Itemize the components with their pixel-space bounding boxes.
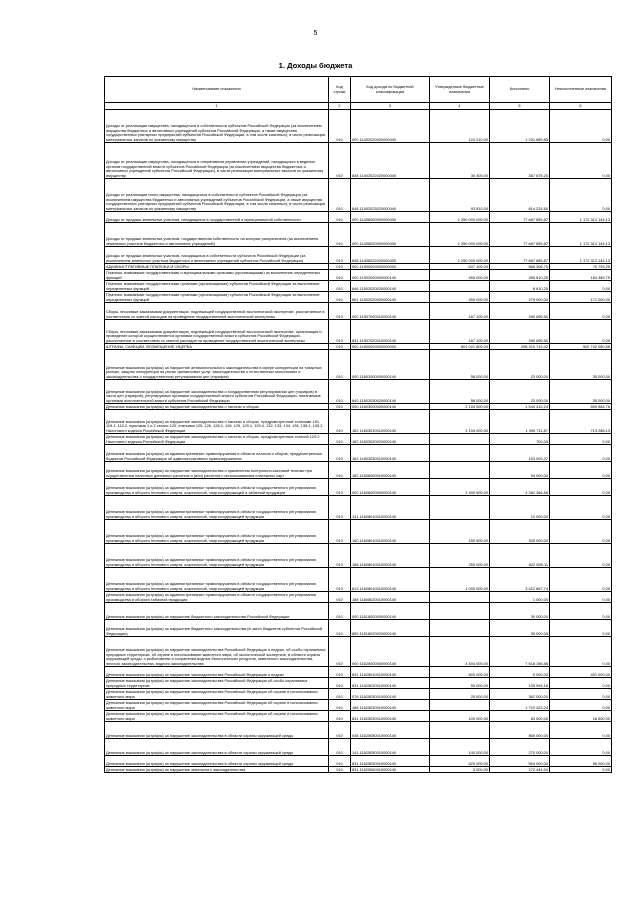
row-name: Доходы от продажи земельных участков, находящихся в собственности субъектов Российской Федерации (за исключением земельных участков бюджетных и автономных учреждений субъектов Российской Федерации) xyxy=(105,247,329,264)
row-approved: 1 000 000,00 xyxy=(430,568,490,592)
row-executed: 700,00 xyxy=(490,434,550,445)
row-income-code: 000 11502000000000140 xyxy=(351,270,430,281)
row-income-code: 831 11625030010000140 xyxy=(351,711,430,722)
table-row xyxy=(105,110,612,143)
table-row xyxy=(105,520,612,544)
row-remaining: 0,00 xyxy=(550,678,612,689)
row-name: Денежные взыскания (штрафы) за нарушение законодательства о применении контрольно-кассовой техники при осуществлении наличных денежных расчетов и (или) расчетов с использованием платежных карт xyxy=(105,462,329,479)
row-remaining: 0,00 xyxy=(550,496,612,520)
row-line-code: 010 xyxy=(329,756,351,767)
table-row xyxy=(105,380,612,404)
table-row xyxy=(105,496,612,520)
row-income-code: 859 11618020020000140 xyxy=(351,620,430,637)
row-name: Денежные взыскания (штрафы) за нарушение законодательства Российской Федерации о недрах, об особо охраняемых природных территориях, об охране и использовании животного мира, об экологической экспертизе, в области охраны окружающей среды, о рыболовстве и сохранении водных биологических ресурсов, земельного законодательства, лесного законодательства, водного законодательства xyxy=(105,637,329,667)
table-row xyxy=(105,568,612,592)
row-name: АДМИНИСТРАТИВНЫЕ ПЛАТЕЖИ И СБОРЫ xyxy=(105,264,329,270)
row-executed: 77 687 855,87 xyxy=(490,247,550,264)
row-name: Платежи, взимаемые государственными и муниципальными органами (организациями) за выполнение определенных функций xyxy=(105,270,329,281)
table-row xyxy=(105,292,612,303)
row-income-code: 831 11625050010000140 xyxy=(351,756,430,767)
row-income-code: 000 11602000000000140 xyxy=(351,350,430,380)
table-row xyxy=(105,434,612,445)
header-indicator-name: Наименование показателя xyxy=(105,77,329,103)
column-number: 4 xyxy=(430,103,490,110)
row-income-code: 000 11507000010000140 xyxy=(351,303,430,320)
row-line-code: 010 xyxy=(329,434,351,445)
row-line-code: 010 xyxy=(329,445,351,462)
row-name: Денежные взыскания (штрафы) за административные правонарушения в области государственного регулирования производства и оборота этилового спирта, алкогольной, спиртосодержащей продукции xyxy=(105,568,329,592)
table-row xyxy=(105,344,612,350)
row-name: Денежные взыскания (штрафы) за нарушение законодательства в области охраны окружающей среды xyxy=(105,756,329,767)
row-approved: 1 250 000 000,00 xyxy=(430,223,490,247)
row-line-code: 010 xyxy=(329,520,351,544)
row-executed: 285 610,25 xyxy=(490,270,550,281)
row-income-code: 831 11625020010000140 xyxy=(351,678,430,689)
table-row xyxy=(105,179,612,212)
row-income-code: 831 11507020010000140 xyxy=(351,320,430,344)
row-remaining: 35 000,00 xyxy=(550,350,612,380)
table-row xyxy=(105,767,612,773)
row-name: Денежные взыскания (штрафы) за административные правонарушения в области государственного регулирования производства и оборота этилового спирта, алкогольной, спиртосодержащей продукции xyxy=(105,496,329,520)
row-remaining: 0,00 xyxy=(550,603,612,620)
row-name: Денежные взыскания (штрафы) за нарушение законодательства в области охраны окружающей среды xyxy=(105,722,329,739)
row-income-code: 188 11608010010000140 xyxy=(351,544,430,568)
row-remaining: 0,00 xyxy=(550,179,612,212)
row-income-code: 160 11608010010000140 xyxy=(351,520,430,544)
row-remaining: 0,00 xyxy=(550,303,612,320)
row-executed: 4 381 366,85 xyxy=(490,479,550,496)
row-remaining: 0,00 xyxy=(550,620,612,637)
row-executed: 9 000,00 xyxy=(490,667,550,678)
row-approved: 25 000,00 xyxy=(430,689,490,700)
row-income-code: 048 11625050010000140 xyxy=(351,722,430,739)
row-line-code: 010 xyxy=(329,264,351,270)
row-executed: 54 000,00 xyxy=(490,462,550,479)
row-remaining: 164 389,75 xyxy=(550,270,612,281)
table-row xyxy=(105,303,612,320)
row-income-code: 076 11625030010000140 xyxy=(351,689,430,700)
table-column-number-row xyxy=(105,103,612,110)
table-row xyxy=(105,592,612,603)
row-executed: 30 000,00 xyxy=(490,620,550,637)
row-approved: 450 000,00 xyxy=(430,292,490,303)
row-executed: 10 000,00 xyxy=(490,496,550,520)
row-name: Доходы от реализации имущества, находящегося в оперативном управлении учреждений, находящихся в ведении органов государственной власти субъектов Российской Федерации (за исключением имущества бюджетных и автономных учреждений субъектов Российской Федерации), в части реализации материальных запасов по указанному имуществу xyxy=(105,143,329,179)
row-remaining: 0,00 xyxy=(550,767,612,773)
row-remaining: 1 172 312 144,13 xyxy=(550,247,612,264)
row-line-code: 010 xyxy=(329,462,351,479)
row-line-code: 010 xyxy=(329,404,351,410)
row-executed: 1 201 889,85 xyxy=(490,110,550,143)
row-remaining: 502 702 080,58 xyxy=(550,344,612,350)
row-line-code: 010 xyxy=(329,568,351,592)
row-remaining: 491 000,00 xyxy=(550,667,612,678)
table-row xyxy=(105,404,612,410)
row-line-code: 010 xyxy=(329,496,351,520)
row-executed: 172 444,00 xyxy=(490,767,550,773)
row-income-code: 848 11402022020000440 xyxy=(351,143,430,179)
row-approved xyxy=(430,434,490,445)
row-line-code: 010 xyxy=(329,637,351,667)
row-income-code: 182 11603010010000140 xyxy=(351,410,430,434)
row-executed: 6 610,25 xyxy=(490,281,550,292)
row-line-code: 010 xyxy=(329,592,351,603)
header-remaining: Неисполненные назначения xyxy=(550,77,612,103)
row-approved: 801 021 600,00 xyxy=(430,344,490,350)
row-line-code: 010 xyxy=(329,110,351,143)
row-income-code: 182 11603020020000140 xyxy=(351,434,430,445)
row-approved: 1 250 000 000,00 xyxy=(430,212,490,223)
row-name: Денежные взыскания (штрафы) за нарушение законодательства о налогах и сборах, предусмотренные статьями 116, 119.1, 119.2, пунктами 1 и 2 статьи 120, статьями 125, 126, 126.1, 128, 129, 129.1, 129.4, 132, 133, 134, 135, 135.1, 135.2 Налогового кодекса Российской Федерации xyxy=(105,410,329,434)
row-name: Денежные взыскания (штрафы) за нарушение антимонопольного законодательства в сфере конкуренции на товарных рынках, защиты конкуренции на рынке финансовых услуг, законодательства о естественных монополиях и законодательства о государственном регулировании цен (тарифов) xyxy=(105,350,329,380)
row-name: Денежные взыскания (штрафы) за нарушение законодательства о государственном регулировании цен (тарифов) в части цен (тарифов), регулируемых органами государственной власти субъектов Российской Федерации, налагаемые органами исполнительной власти субъектов Российской Федерации xyxy=(105,380,329,404)
row-line-code: 010 xyxy=(329,620,351,637)
row-line-code: 010 xyxy=(329,223,351,247)
row-approved: 4 504 000,00 xyxy=(430,637,490,667)
row-name: Денежные взыскания (штрафы) за нарушение земельного законодательства xyxy=(105,767,329,773)
row-income-code: 000 11603000000000140 xyxy=(351,404,430,410)
row-name: Денежные взыскания (штрафы) за административные правонарушения в области налогов и сборов, предусмотренные Кодексом Российской Федерации об административных правонарушениях xyxy=(105,445,329,462)
row-line-code: 010 xyxy=(329,270,351,281)
row-income-code: 000 11500000000000000 xyxy=(351,264,430,270)
row-income-code: 141 11608010010000140 xyxy=(351,496,430,520)
row-name: Денежные взыскания (штрафы) за нарушение бюджетного законодательства (в части бюджетов субъектов Российской Федерации) xyxy=(105,620,329,637)
row-executed: 362 000,00 xyxy=(490,689,550,700)
row-name: Денежные взыскания (штрафы) за нарушение законодательства Российской Федерации об особо охраняемых природных территориях xyxy=(105,678,329,689)
row-executed: 814 224,60 xyxy=(490,179,550,212)
row-line-code: 010 xyxy=(329,479,351,496)
header-income-code: Код дохода по бюджетной классификации xyxy=(351,77,430,103)
header-approved: Утвержденные бюджетные назначения xyxy=(430,77,490,103)
row-income-code: 848 11402023020000440 xyxy=(351,179,430,212)
row-line-code: 010 xyxy=(329,179,351,212)
row-name: Платежи, взимаемые государственными органами (организациями) субъектов Российской Федерации за выполнение определенных функций xyxy=(105,292,329,303)
row-approved xyxy=(430,620,490,637)
row-remaining: 0,00 xyxy=(550,544,612,568)
row-approved: 30 400,00 xyxy=(430,143,490,179)
table-row xyxy=(105,544,612,568)
table-header-row xyxy=(105,77,612,103)
row-approved: 1 409 900,00 xyxy=(430,479,490,496)
row-remaining: 0,00 xyxy=(550,739,612,756)
row-approved: 50 000,00 xyxy=(430,678,490,689)
header-executed: Исполнено xyxy=(490,77,550,103)
row-remaining: 70 793,25 xyxy=(550,264,612,270)
row-name: Сборы, вносимые заказчиками документации, подлежащей государственной экологической экспертизе, организация и проведение которой осуществляются органами государственной власти субъектов Российской Федерации, рассчитанные в соответствии со сметой расходов на проведение государственной экологической экспертизы xyxy=(105,320,329,344)
row-approved: 250 000,00 xyxy=(430,544,490,568)
row-line-code: 010 xyxy=(329,292,351,303)
row-line-code: 010 xyxy=(329,603,351,620)
row-income-code: 846 11502020020000140 xyxy=(351,281,430,292)
row-approved: 93 810,00 xyxy=(430,179,490,212)
row-line-code: 010 xyxy=(329,247,351,264)
row-name: Доходы от продажи земельных участков, государственная собственность на которые разграничена (за исключением земельных участков бюджетных и автономных учреждений) xyxy=(105,223,329,247)
row-income-code: 831 11625010010000140 xyxy=(351,667,430,678)
row-executed: 1 000,00 xyxy=(490,592,550,603)
row-line-code: 010 xyxy=(329,281,351,292)
row-name: Денежные взыскания (штрафы) за нарушение законодательства Российской Федерации о недрах xyxy=(105,667,329,678)
row-executed: 23 000,00 xyxy=(490,350,550,380)
row-name: Денежные взыскания (штрафы) за административные правонарушения в области государственного регулирования производства и оборота этилового спирта, алкогольной, спиртосодержащей продукции xyxy=(105,544,329,568)
row-line-code: 010 xyxy=(329,212,351,223)
row-line-code: 010 xyxy=(329,711,351,722)
row-name: Доходы от продажи земельных участков, находящихся в государственной и муниципальной собственности xyxy=(105,212,329,223)
row-remaining: 35 000,00 xyxy=(550,380,612,404)
row-executed: 7 618 156,86 xyxy=(490,637,550,667)
row-line-code: 010 xyxy=(329,678,351,689)
row-approved: 2 104 000,00 xyxy=(430,410,490,434)
table-row xyxy=(105,667,612,678)
row-remaining: 559 584,76 xyxy=(550,404,612,410)
row-executed: 279 000,00 xyxy=(490,292,550,303)
row-executed: 335 000,00 xyxy=(490,520,550,544)
row-executed: 135 994,18 xyxy=(490,678,550,689)
row-approved xyxy=(430,445,490,462)
row-remaining: 713 288,13 xyxy=(550,410,612,434)
row-executed: 83 500,00 xyxy=(490,711,550,722)
row-name: Денежные взыскания (штрафы) за нарушение законодательства Российской Федерации об охране и использовании животного мира xyxy=(105,711,329,722)
row-income-code: 182 11606000010000140 xyxy=(351,462,430,479)
row-remaining: 1 172 312 144,13 xyxy=(550,223,612,247)
table-row xyxy=(105,143,612,179)
row-remaining: 0,00 xyxy=(550,445,612,462)
table-row xyxy=(105,603,612,620)
row-remaining: 0,00 xyxy=(550,520,612,544)
row-approved: 187 100,00 xyxy=(430,320,490,344)
row-line-code: 010 xyxy=(329,544,351,568)
row-executed: 23 000,00 xyxy=(490,380,550,404)
table-row xyxy=(105,320,612,344)
row-income-code: 861 11502020020000140 xyxy=(351,292,430,303)
row-income-code: 000 11406020000000430 xyxy=(351,223,430,247)
row-income-code: 000 11402020020000440 xyxy=(351,110,430,143)
row-name: ШТРАФЫ, САНКЦИИ, ВОЗМЕЩЕНИЕ УЩЕРБА xyxy=(105,344,329,350)
row-line-code: 010 xyxy=(329,303,351,320)
column-number: 6 xyxy=(550,103,612,110)
row-name: Денежные взыскания (штрафы) за нарушение законодательства в области охраны окружающей среды xyxy=(105,739,329,756)
row-executed: 1 390 711,87 xyxy=(490,410,550,434)
table-row xyxy=(105,722,612,739)
row-line-code: 010 xyxy=(329,350,351,380)
table-row xyxy=(105,711,612,722)
row-approved: 3 000,00 xyxy=(430,767,490,773)
row-line-code: 010 xyxy=(329,143,351,179)
row-line-code: 010 xyxy=(329,700,351,711)
row-line-code: 010 xyxy=(329,767,351,773)
row-income-code: 141 11625050010000140 xyxy=(351,739,430,756)
row-income-code: 000 11406000000000430 xyxy=(351,212,430,223)
row-name: Сборы, вносимые заказчиками документации, подлежащей государственной экологической экспертизе, рассчитанные в соответствии со сметой расходов на проведение государственной экологической экспертизы xyxy=(105,303,329,320)
row-executed: 77 687 855,87 xyxy=(490,223,550,247)
row-executed: 865 000,00 xyxy=(490,722,550,739)
row-name: Денежные взыскания (штрафы) за нарушение законодательства Российской Федерации об охране и использовании животного мира xyxy=(105,700,329,711)
table-row xyxy=(105,739,612,756)
row-executed: 280 696,50 xyxy=(490,303,550,320)
row-income-code: 188 11608020010000140 xyxy=(351,592,430,603)
row-income-code: 182 11603030010000140 xyxy=(351,445,430,462)
table-row xyxy=(105,479,612,496)
row-name: Денежные взыскания (штрафы) за нарушение законодательства о налогах и сборах xyxy=(105,404,329,410)
row-name: Денежные взыскания (штрафы) за административные правонарушения в области государственного регулирования производства и оборота табачной продукции xyxy=(105,592,329,603)
row-remaining: 0,00 xyxy=(550,462,612,479)
row-approved xyxy=(430,592,490,603)
row-approved: 124 210,00 xyxy=(430,110,490,143)
row-approved xyxy=(430,496,490,520)
row-remaining: 0,00 xyxy=(550,637,612,667)
row-name: Доходы от реализации иного имущества, находящегося в собственности субъектов Российской Федерации (за исключением имущества бюджетных и автономных учреждений субъектов Российской Федерации, а также имущества государственных унитарных предприятий субъектов Российской Федерации, в том числе казенных), в части реализации материальных запасов по указанному имуществу xyxy=(105,179,329,212)
row-line-code: 010 xyxy=(329,667,351,678)
table-row xyxy=(105,620,612,637)
column-number: 2 xyxy=(329,103,351,110)
row-line-code: 010 xyxy=(329,410,351,434)
page-number: 5 xyxy=(313,30,318,37)
row-line-code: 010 xyxy=(329,380,351,404)
table-row xyxy=(105,445,612,462)
row-remaining: 0,00 xyxy=(550,434,612,445)
row-income-code: 848 11406022020000430 xyxy=(351,247,430,264)
row-line-code: 010 xyxy=(329,689,351,700)
row-income-code: 000 11608000000000140 xyxy=(351,479,430,496)
row-remaining: 0,00 xyxy=(550,568,612,592)
row-name: Денежные взыскания (штрафы) за административные правонарушения в области государственного регулирования производства и оборота этилового спирта, алкогольной, спиртосодержащей и табачной продукции xyxy=(105,479,329,496)
row-remaining: 16 500,00 xyxy=(550,711,612,722)
table-row xyxy=(105,223,612,247)
row-executed: 387 675,25 xyxy=(490,143,550,179)
row-approved: 100 000,00 xyxy=(430,711,490,722)
table-body xyxy=(105,110,612,773)
row-remaining: 0,00 xyxy=(550,143,612,179)
row-approved: 58 000,00 xyxy=(430,380,490,404)
table-row xyxy=(105,462,612,479)
row-approved xyxy=(430,462,490,479)
row-remaining: 0,00 xyxy=(550,592,612,603)
table-row xyxy=(105,756,612,767)
row-remaining: 1 172 312 144,13 xyxy=(550,212,612,223)
row-executed: 280 696,50 xyxy=(490,320,550,344)
table-row xyxy=(105,637,612,667)
row-approved: 1 250 000 000,00 xyxy=(430,247,490,264)
table-row xyxy=(105,281,612,292)
row-executed: 622 699,11 xyxy=(490,544,550,568)
row-approved xyxy=(430,603,490,620)
row-name: Денежные взыскания (штрафы) за нарушение законодательства Российской Федерации об охране и использовании животного мира xyxy=(105,689,329,700)
row-remaining: 0,00 xyxy=(550,479,612,496)
column-number: 1 xyxy=(105,103,329,110)
row-line-code: 010 xyxy=(329,344,351,350)
table-row xyxy=(105,689,612,700)
table-row xyxy=(105,410,612,434)
row-approved xyxy=(430,700,490,711)
row-name: Денежные взыскания (штрафы) за нарушение бюджетного законодательства Российской Федерации xyxy=(105,603,329,620)
table-row xyxy=(105,678,612,689)
table-row xyxy=(105,247,612,264)
row-approved xyxy=(430,722,490,739)
row-executed: 1 544 415,24 xyxy=(490,404,550,410)
section-title: 1. Доходы бюджета xyxy=(278,61,353,70)
row-line-code: 010 xyxy=(329,320,351,344)
row-executed: 30 000,00 xyxy=(490,603,550,620)
row-name: Денежные взыскания (штрафы) за административные правонарушения в области государственного регулирования производства и оборота этилового спирта, алкогольной, спиртосодержащей продукции xyxy=(105,520,329,544)
row-remaining: 0,00 xyxy=(550,320,612,344)
row-name: Доходы от реализации имущества, находящегося в собственности субъектов Российской Федерации (за исключением имущества бюджетных и автономных учреждений субъектов Российской Федерации, а также имущества государственных унитарных предприятий субъектов Российской Федерации, в том числе казенных), в части реализации материальных запасов по указанному имуществу xyxy=(105,110,329,143)
row-remaining: 0,00 xyxy=(550,700,612,711)
row-approved: 58 000,00 xyxy=(430,350,490,380)
row-line-code: 010 xyxy=(329,739,351,756)
row-income-code: 813 11608010010000140 xyxy=(351,568,430,592)
row-income-code: 000 11618000000000140 xyxy=(351,603,430,620)
row-executed: 153 003,37 xyxy=(490,445,550,462)
row-executed: 298 319 719,42 xyxy=(490,344,550,350)
row-approved: 2 104 000,00 xyxy=(430,404,490,410)
row-approved: 637 100,00 xyxy=(430,264,490,270)
table-row xyxy=(105,270,612,281)
row-approved: 450 000,00 xyxy=(430,270,490,281)
row-remaining: 0,00 xyxy=(550,281,612,292)
row-executed: 566 306,75 xyxy=(490,264,550,270)
row-approved xyxy=(430,281,490,292)
row-income-code: 000 11625000000000140 xyxy=(351,637,430,667)
row-name: Денежные взыскания (штрафы) за нарушение законодательства о налогах и сборах, предусмотренные статьей 129.2 Налогового кодекса Российской Федерации xyxy=(105,434,329,445)
row-approved: 159 900,00 xyxy=(430,520,490,544)
row-executed: 3 412 667,74 xyxy=(490,568,550,592)
row-executed: 554 000,00 xyxy=(490,756,550,767)
row-income-code: 188 11625030010000140 xyxy=(351,700,430,711)
row-remaining: 171 000,00 xyxy=(550,292,612,303)
row-remaining: 0,00 xyxy=(550,110,612,143)
row-approved: 620 000,00 xyxy=(430,756,490,767)
row-approved: 500 000,00 xyxy=(430,667,490,678)
header-line-code: Код строки xyxy=(329,77,351,103)
column-number: 3 xyxy=(351,103,430,110)
column-number: 5 xyxy=(490,103,550,110)
row-approved: 187 100,00 xyxy=(430,303,490,320)
table-row xyxy=(105,700,612,711)
row-remaining: 66 000,00 xyxy=(550,756,612,767)
row-executed: 1 710 423,24 xyxy=(490,700,550,711)
table-row xyxy=(105,350,612,380)
table-row xyxy=(105,264,612,270)
row-executed: 77 687 855,87 xyxy=(490,212,550,223)
row-executed: 270 000,00 xyxy=(490,739,550,756)
row-income-code: 000 11600000000000000 xyxy=(351,344,430,350)
row-approved: 140 000,00 xyxy=(430,739,490,756)
row-name: Платежи, взимаемые государственными органами (организациями) субъектов Российской Федерации за выполнение определенных функций xyxy=(105,281,329,292)
row-line-code: 010 xyxy=(329,722,351,739)
row-income-code: 831 11625060010000140 xyxy=(351,767,430,773)
row-income-code: 842 11602030020000140 xyxy=(351,380,430,404)
row-remaining: 0,00 xyxy=(550,722,612,739)
table-row xyxy=(105,212,612,223)
budget-income-table xyxy=(104,76,612,773)
row-remaining: 0,00 xyxy=(550,689,612,700)
